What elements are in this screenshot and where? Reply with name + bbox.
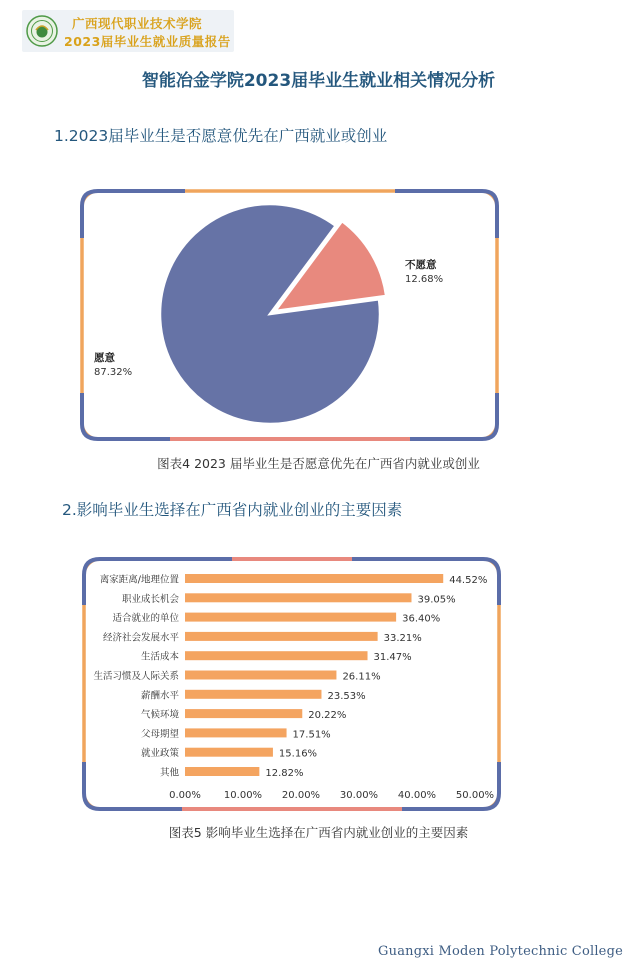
bar-value-label: 12.82% (265, 768, 304, 779)
bar (185, 651, 368, 660)
bar (185, 632, 378, 641)
pie-label-value: 87.32% (94, 367, 133, 378)
x-tick-label: 10.00% (223, 790, 263, 801)
college-logo (26, 15, 58, 47)
section1-heading: 1.2023届毕业生是否愿意优先在广西就业或创业 (54, 127, 388, 145)
x-tick-label: 20.00% (281, 790, 321, 801)
bar-chart (82, 557, 502, 813)
bar-value-label: 20.22% (308, 710, 347, 722)
pie-chart (80, 188, 500, 442)
report-header (22, 10, 234, 52)
bar (185, 593, 411, 602)
pie-label-name: 愿意 (94, 352, 115, 364)
bar (185, 709, 302, 718)
bar-category-label: 职业成长机会 (121, 593, 179, 605)
bar-value-label: 36.40% (402, 613, 441, 625)
pie-label-value: 12.68% (405, 274, 444, 285)
bar-category-label: 父母期望 (140, 728, 179, 740)
bar-category-label: 薪酬水平 (140, 690, 179, 702)
bar (185, 767, 259, 776)
x-tick-label: 30.00% (339, 790, 379, 801)
bar-category-label: 适合就业的单位 (112, 613, 179, 625)
bar-category-label: 就业政策 (140, 748, 179, 760)
bar-value-label: 15.16% (278, 748, 318, 760)
bar-category-label: 其他 (159, 767, 179, 779)
bar (185, 748, 273, 757)
bar-category-label: 气候环境 (140, 709, 179, 721)
bar-value-label: 39.05% (417, 594, 456, 606)
bar (185, 574, 443, 583)
x-tick-label: 40.00% (397, 790, 437, 801)
bar-category-label: 经济社会发展水平 (102, 632, 179, 644)
page-title: 智能冶金学院2023届毕业生就业相关情况分析 (141, 71, 496, 91)
bar-category-label: 生活习惯及人际关系 (93, 671, 179, 682)
bar-value-label: 31.47% (373, 652, 412, 664)
bar-value-label: 26.11% (342, 671, 381, 683)
bar (185, 690, 321, 699)
bar-value-label: 33.21% (383, 632, 422, 644)
bar (185, 613, 396, 622)
footer-college-name: Guangxi Moden Polytechnic College (378, 944, 623, 959)
section2-heading: 2.影响毕业生选择在广西省内就业创业的主要因素 (62, 501, 403, 519)
pie-label-name: 不愿意 (405, 259, 437, 271)
figure5-caption: 图表5 影响毕业生选择在广西省内就业创业的主要因素 (168, 825, 469, 840)
x-tick-label: 0.00% (169, 790, 201, 801)
x-tick-label: 50.00% (455, 790, 495, 801)
header-report-name: 2023届毕业生就业质量报告 (64, 34, 231, 49)
bar-value-label: 23.53% (327, 690, 366, 702)
figure4-caption: 图表4 2023 届毕业生是否愿意优先在广西省内就业或创业 (157, 456, 480, 471)
header-college-name: 广西现代职业技术学院 (72, 16, 203, 31)
bar-value-label: 44.52% (449, 575, 488, 586)
bar (185, 728, 287, 737)
bar-value-label: 17.51% (292, 729, 331, 741)
bar-category-label: 离家距离/地理位置 (99, 574, 179, 586)
bar (185, 671, 336, 680)
bar-category-label: 生活成本 (140, 651, 179, 663)
